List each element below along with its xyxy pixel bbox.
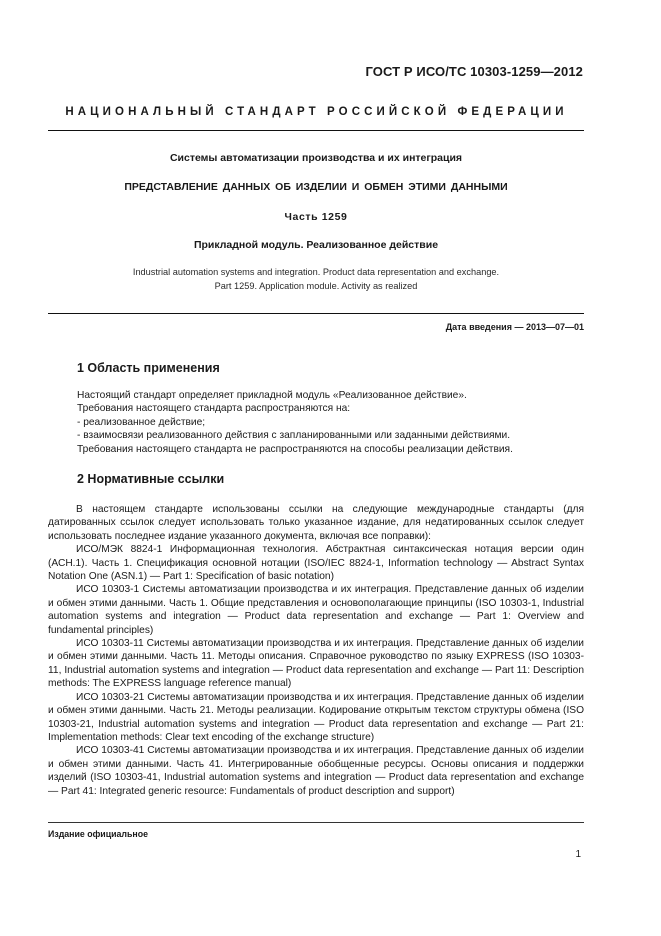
reference-item: ИСО 10303-21 Системы автоматизации производства и их интеграция. Представление данных об изделии и обмен этими данными. Часть 21. Методы реализации. Кодирование открытым текстом структуры обмена (ISO 10303-21, Industrial automation systems and integration — Product data representation and exchange — Part 21: Implementation methods: Clear text encoding of the exchange structure) — [48, 691, 584, 743]
section-1-body — [77, 389, 584, 456]
title-series: Системы автоматизации производства и их интеграция — [169, 152, 463, 164]
english-title-line-1: Industrial automation systems and integration. Product data representation and exchange. — [132, 267, 500, 277]
page-number: 1 — [575, 849, 581, 860]
edition-note: Издание официальное — [48, 829, 148, 839]
paragraph: Настоящий стандарт определяет прикладной модуль «Реализованное действие». — [77, 390, 467, 401]
paragraph: Требования настоящего стандарта распространяются на: — [77, 403, 351, 415]
section-1-heading: 1 Область применения — [77, 361, 220, 375]
standard-id: ГОСТ Р ИСО/ТС 10303-1259—2012 — [365, 64, 583, 79]
reference-item: ИСО 10303-1 Системы автоматизации производства и их интеграция. Представление данных об изделии и обмен этими данными. Часть 1. Общие представления и основополагающие принципы (ISO 10303-1, Industrial automation systems and integration — Product data representation and exchange — Part 1: Overview and fundamental principles) — [48, 584, 584, 636]
english-title-line-2: Part 1259. Application module. Activity as realized — [214, 281, 418, 291]
title-part: Часть 1259 — [284, 211, 348, 223]
national-standard-banner: НАЦИОНАЛЬНЫЙ СТАНДАРТ РОССИЙСКОЙ ФЕДЕРАЦИИ — [65, 106, 568, 118]
title-main: ПРЕДСТАВЛЕНИЕ ДАННЫХ ОБ ИЗДЕЛИИ И ОБМЕН ЭТИМИ ДАННЫМИ — [124, 181, 508, 193]
introduction-date: Дата введения — 2013—07—01 — [445, 322, 584, 332]
list-item: - взаимосвязи реализованного действия с запланированными или заданными действиями. — [77, 430, 511, 442]
reference-item: ИСО 10303-41 Системы автоматизации производства и их интеграция. Представление данных об изделии и обмен этими данными. Часть 41. Интегрированные обобщенные ресурсы. Основы описания и поддержки изделий (ISO 10303-41, Industrial automation systems and integration — Product data representation and exchange — Part 41: Integrated generic resource: Fundamentals of product description and support) — [48, 745, 584, 797]
middle-divider — [48, 313, 584, 314]
list-item: - реализованное действие; — [77, 416, 206, 428]
reference-item: ИСО 10303-11 Системы автоматизации производства и их интеграция. Представление данных об изделии и обмен этими данными. Часть 11. Методы описания. Справочное руководство по языку EXPRESS (ISO 10303-11, Industrial automation systems and integration — Product data representation and exchange — Part 11: Description methods: The EXPRESS language reference manual) — [48, 638, 584, 690]
footer-divider — [48, 822, 584, 823]
paragraph: В настоящем стандарте использованы ссылки на следующие международные стандарты (для датированных ссылок следует использовать только указанное издание, для недатированных ссылок следует использовать последнее издание указанного документа, включая все поправки): — [48, 504, 584, 542]
title-module: Прикладной модуль. Реализованное действие — [193, 239, 439, 251]
section-2-body — [48, 503, 584, 798]
reference-item: ИСО/МЭК 8824-1 Информационная технология. Абстрактная синтаксическая нотация версии один (АСН.1). Часть 1. Спецификация основной нотации (ISO/IEC 8824-1, Information technology — Abstract Syntax Notation One (ASN.1) — Part 1: Specification of basic notation) — [48, 544, 584, 583]
paragraph: Требования настоящего стандарта не распространяются на способы реализации действия. — [77, 443, 513, 455]
top-divider — [48, 130, 584, 131]
section-2-heading: 2 Нормативные ссылки — [77, 472, 225, 486]
